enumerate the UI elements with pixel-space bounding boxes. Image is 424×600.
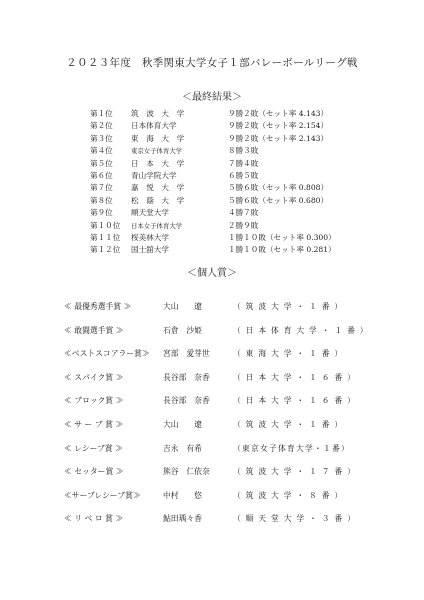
result-rank: 第５位: [90, 158, 113, 168]
award-player: 石倉 沙姫: [163, 325, 202, 335]
award-school: （ 東 海 大 学 ・ １ 番 ）: [233, 349, 344, 359]
result-team: 日 本 大 学: [131, 158, 187, 168]
result-team: 桜美林大学: [131, 232, 169, 242]
result-rank: 第１１位: [90, 232, 121, 242]
result-team: 順天堂大学: [131, 208, 169, 218]
award-name: ≪ 最優秀選手賞 ≫: [64, 302, 132, 311]
award-player: 中村 悠: [163, 490, 202, 500]
award-row: [0, 300, 424, 324]
result-row: [0, 207, 424, 219]
document-title: ２０２３年度 秋季関東大学女子１部バレーボールリーグ戦: [66, 57, 358, 69]
result-record: ９勝２敗（セット率 2.154）: [228, 121, 329, 131]
award-name: ≪ベストスコアラー賞≫: [64, 349, 150, 359]
award-name: ≪ サ ー ブ 賞 ≫: [64, 419, 124, 429]
result-rank: 第６位: [90, 170, 113, 180]
award-player: 大山 遼: [163, 419, 202, 429]
result-team: 筑 波 大 学: [131, 109, 187, 118]
award-name: ≪ スパイク賞 ≫: [64, 372, 124, 382]
award-player: 長谷部 奈香: [163, 396, 210, 406]
award-row: [0, 512, 424, 536]
result-rank: 第１２位: [90, 245, 121, 255]
award-school: （ 日 本 体 育 大 学 ・ １ 番 ）: [233, 325, 369, 335]
result-record: ２勝９敗: [228, 220, 259, 230]
awards-list: [0, 300, 424, 536]
award-name: ≪ 敢闘選手賞 ≫: [64, 325, 124, 335]
award-player: 長谷部 奈香: [163, 372, 210, 382]
result-row: [0, 220, 424, 232]
result-record: ９勝２敗（セット率 4.143）: [228, 109, 329, 118]
result-row: [0, 145, 424, 157]
result-team: 日本体育大学: [131, 121, 177, 131]
result-rank: 第１位: [90, 109, 113, 118]
result-team: 日本女子体育大学: [131, 221, 183, 230]
result-record: ９勝２敗（セット率 2.143）: [228, 133, 329, 143]
result-record: ５勝６敗（セット率 0.808）: [228, 183, 329, 193]
award-name: ≪ セッター賞 ≫: [64, 467, 124, 477]
award-school: （ 筑 波 大 学 ・ ８ 番 ）: [233, 490, 344, 500]
result-rank: 第９位: [90, 208, 113, 218]
result-row: [0, 244, 424, 256]
result-row: [0, 158, 424, 170]
result-team: 松 蔭 大 学: [131, 195, 187, 205]
result-row: [0, 232, 424, 244]
result-row: [0, 195, 424, 207]
award-row: [0, 324, 424, 348]
award-school: （ 筑 波 大 学 ・ １ 番 ）: [233, 419, 344, 429]
result-row: [0, 108, 424, 120]
result-row: [0, 133, 424, 145]
award-row: [0, 347, 424, 371]
result-team: 国士舘大学: [131, 245, 169, 255]
award-player: 熊谷 仁依奈: [163, 467, 210, 477]
award-player: 吉永 有希: [163, 443, 202, 453]
result-row: [0, 182, 424, 194]
award-school: （ 日 本 大 学 ・ １ ６ 番 ）: [233, 372, 357, 382]
result-record: １勝１０敗（セット率 0.281）: [228, 245, 336, 255]
award-name: ≪ ブロック賞 ≫: [64, 396, 124, 406]
result-rank: 第２位: [90, 121, 113, 131]
result-team: 青山学院大学: [131, 170, 177, 180]
award-row: [0, 394, 424, 418]
results-list: [0, 108, 424, 257]
award-school: （ 順 天 堂 大 学 ・ ３ 番 ）: [233, 514, 357, 524]
awards-heading: ＜個人賞＞: [187, 268, 237, 279]
award-school: （ 筑 波 大 学 ・ １ 番 ）: [233, 302, 344, 311]
award-row: [0, 371, 424, 395]
result-team: 東 海 大 学: [131, 133, 187, 143]
result-record: ８勝３敗: [228, 146, 259, 156]
award-name: ≪ リ ベ ロ 賞 ≫: [64, 514, 124, 524]
award-row: [0, 418, 424, 442]
result-row: [0, 170, 424, 182]
award-player: 宮部 愛芽世: [163, 349, 210, 359]
result-record: ４勝７敗: [228, 208, 259, 218]
result-record: ５勝６敗（セット率 0.680）: [228, 195, 329, 205]
result-record: ７勝４敗: [228, 158, 259, 168]
award-row: [0, 465, 424, 489]
award-row: [0, 489, 424, 513]
award-player: 鮎田瑀々香: [163, 514, 202, 524]
result-record: ６勝５敗: [228, 170, 259, 180]
award-row: [0, 442, 424, 466]
result-record: １勝１０敗（セット率 0.300）: [228, 232, 336, 242]
result-team: 東京女子体育大学: [131, 147, 183, 156]
award-school: （東京女子体育大学・１番）: [233, 443, 350, 453]
award-school: （ 筑 波 大 学 ・ １ ７ 番 ）: [233, 467, 357, 477]
award-name: ≪ レシーブ賞 ≫: [64, 443, 123, 453]
result-rank: 第７位: [90, 183, 113, 193]
result-rank: 第８位: [90, 195, 113, 205]
result-team: 嘉 悦 大 学: [131, 183, 187, 193]
award-player: 大山 遼: [163, 302, 202, 311]
result-rank: 第１０位: [90, 220, 121, 230]
award-name: ≪サーブレシーブ賞≫: [64, 490, 141, 500]
award-school: （ 日 本 大 学 ・ １ ６ 番 ）: [233, 396, 357, 406]
result-rank: 第３位: [90, 133, 113, 143]
results-heading: ＜最終結果＞: [182, 92, 242, 103]
result-rank: 第４位: [90, 146, 113, 156]
result-row: [0, 120, 424, 132]
